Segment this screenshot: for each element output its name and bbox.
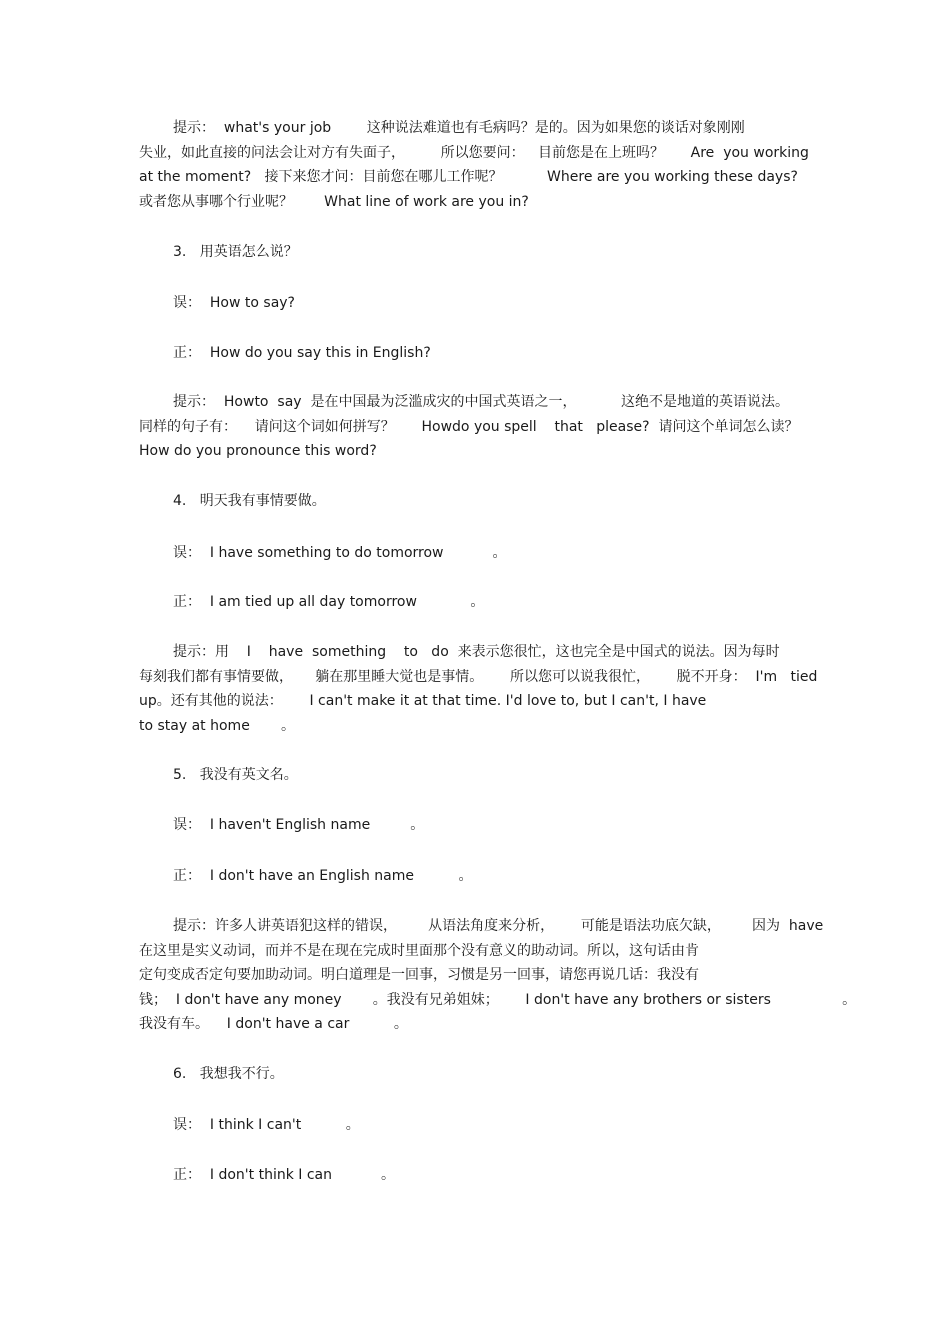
item-4-wrong: 误： I have something to do tomorrow 。 [173,545,507,561]
text-line: 提示：许多人讲英语犯这样的错误， 从语法角度来分析， 可能是语法功底欠缺， 因为 have [173,918,824,934]
text-line: 在这里是实义动词，而并不是在现在完成时里面那个没有意义的助动词。所以，这句话由肯 [139,942,699,959]
text-line: 提示： what's your job 这种说法难道也有毛病吗？是的。因为如果您的谈话对象刚刚 [173,120,745,136]
item-4-heading: 4. 明天我有事情要做。 [173,493,326,509]
item-3-wrong: 误： How to say? [173,295,295,311]
text-line: 或者您从事哪个行业呢？ What line of work are you in? [139,193,529,210]
text-line: 每刻我们都有事情要做， 躺在那里睡大觉也是事情。 所以您可以说我很忙， 脱不开身： I'm tied [139,668,818,685]
item-3-tip [139,390,811,464]
item-3-right: 正： How do you say this in English? [173,345,431,361]
text-line: to stay at home 。 [139,717,295,734]
item-6-heading: 6. 我想我不行。 [173,1066,284,1082]
tip-job-paragraph [139,116,811,214]
text-line: up。还有其他的说法： I can't make it at that time. I'd love to, but I can't, I have [139,693,707,710]
text-line: 定句变成否定句要加助动词。明白道理是一回事，习惯是另一回事，请您再说几话：我没有 [139,967,699,984]
item-5-tip [139,914,857,1037]
item-4-right: 正： I am tied up all day tomorrow 。 [173,594,485,610]
item-5-wrong: 误： I haven't English name 。 [173,817,425,833]
text-line: 钱； I don't have any money 。我没有兄弟姐妹； I don't have any brothers or sisters 。 [139,991,857,1008]
text-line: 失业，如此直接的问法会让对方有失面子， 所以您要问： 目前您是在上班吗？ Are you working [139,144,809,161]
text-line: at the moment? 接下来您才问：目前您在哪儿工作呢？ Where are you working these days? [139,169,798,186]
text-line: 提示：用 I have something to do 来表示您很忙，这也完全是中国式的说法。因为每时 [173,644,780,660]
text-line: 提示： Howto say 是在中国最为泛滥成灾的中国式英语之一， 这绝不是地道的英语说法。 [173,394,789,410]
text-line: How do you pronounce this word? [139,443,377,460]
item-4-tip [139,640,818,738]
item-6-wrong: 误： I think I can't 。 [173,1117,360,1133]
text-line: 我没有车。 I don't have a car 。 [139,1016,408,1033]
item-6-right: 正： I don't think I can 。 [173,1167,395,1183]
item-5-right: 正： I don't have an English name 。 [173,868,473,884]
item-5-heading: 5. 我没有英文名。 [173,767,298,783]
item-3-heading: 3. 用英语怎么说？ [173,244,298,260]
text-line: 同样的句子有： 请问这个词如何拼写？ Howdo you spell that please? 请问这个单词怎么读？ [139,418,799,435]
